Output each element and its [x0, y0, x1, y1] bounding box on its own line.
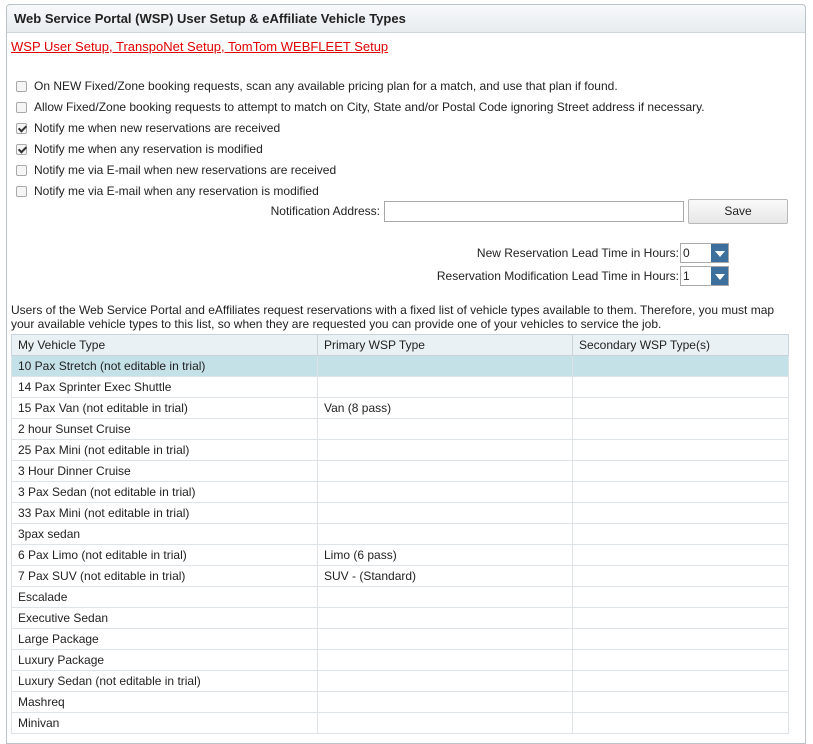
- option-notify-modified[interactable]: [16, 140, 263, 158]
- column-header-secondary-wsp-types[interactable]: Secondary WSP Type(s): [573, 335, 789, 356]
- new-lead-time-label: New Reservation Lead Time in Hours:: [476, 246, 679, 260]
- table-row[interactable]: [12, 650, 789, 671]
- cell-primary-wsp-type[interactable]: [318, 671, 573, 692]
- cell-secondary-wsp-type[interactable]: [573, 440, 789, 461]
- cell-primary-wsp-type[interactable]: [318, 482, 573, 503]
- checkbox[interactable]: [16, 186, 27, 197]
- cell-secondary-wsp-type[interactable]: [573, 566, 789, 587]
- cell-secondary-wsp-type[interactable]: [573, 398, 789, 419]
- selected-value: 1: [683, 269, 690, 283]
- cell-secondary-wsp-type[interactable]: [573, 524, 789, 545]
- cell-my-vehicle-type[interactable]: Luxury Package: [12, 650, 318, 671]
- option-label: Notify me when any reservation is modified: [34, 142, 263, 156]
- table-row[interactable]: [12, 419, 789, 440]
- cell-secondary-wsp-type[interactable]: [573, 650, 789, 671]
- cell-my-vehicle-type[interactable]: 3 Pax Sedan (not editable in trial): [12, 482, 318, 503]
- table-row[interactable]: [12, 629, 789, 650]
- cell-my-vehicle-type[interactable]: Escalade: [12, 587, 318, 608]
- table-row[interactable]: [12, 503, 789, 524]
- cell-secondary-wsp-type[interactable]: [573, 545, 789, 566]
- option-email-modified[interactable]: [16, 182, 319, 200]
- cell-primary-wsp-type[interactable]: [318, 419, 573, 440]
- table-row[interactable]: [12, 692, 789, 713]
- chevron-down-icon[interactable]: [711, 267, 728, 285]
- checkbox[interactable]: [16, 102, 27, 113]
- cell-my-vehicle-type[interactable]: Luxury Sedan (not editable in trial): [12, 671, 318, 692]
- table-row[interactable]: [12, 440, 789, 461]
- cell-secondary-wsp-type[interactable]: [573, 671, 789, 692]
- cell-secondary-wsp-type[interactable]: [573, 713, 789, 734]
- cell-secondary-wsp-type[interactable]: [573, 608, 789, 629]
- checkbox[interactable]: [16, 165, 27, 176]
- cell-my-vehicle-type[interactable]: 14 Pax Sprinter Exec Shuttle: [12, 377, 318, 398]
- table-row[interactable]: [12, 608, 789, 629]
- column-header-primary-wsp-type[interactable]: Primary WSP Type: [318, 335, 573, 356]
- cell-primary-wsp-type[interactable]: [318, 461, 573, 482]
- table-row[interactable]: [12, 356, 789, 377]
- table-row[interactable]: [12, 482, 789, 503]
- cell-secondary-wsp-type[interactable]: [573, 692, 789, 713]
- cell-secondary-wsp-type[interactable]: [573, 461, 789, 482]
- cell-primary-wsp-type[interactable]: [318, 503, 573, 524]
- mod-lead-time-select[interactable]: [680, 266, 729, 286]
- cell-my-vehicle-type[interactable]: 3 Hour Dinner Cruise: [12, 461, 318, 482]
- cell-primary-wsp-type[interactable]: [318, 608, 573, 629]
- selected-value: 0: [683, 246, 690, 260]
- cell-secondary-wsp-type[interactable]: [573, 587, 789, 608]
- column-header-my-vehicle-type[interactable]: My Vehicle Type: [12, 335, 318, 356]
- cell-primary-wsp-type[interactable]: [318, 650, 573, 671]
- option-email-new[interactable]: [16, 161, 336, 179]
- option-label: Allow Fixed/Zone booking requests to attempt to match on City, State and/or Postal Code ignoring Street address if necessary.: [34, 100, 705, 114]
- cell-my-vehicle-type[interactable]: 2 hour Sunset Cruise: [12, 419, 318, 440]
- cell-secondary-wsp-type[interactable]: [573, 377, 789, 398]
- vehicle-mapping-description: Users of the Web Service Portal and eAffiliates request reservations with a fixed list of vehicle types available to them. Therefore, you must map your available vehicle types to this list, so when they are requested you can provide one of your vehicles to service the job.: [11, 303, 775, 331]
- table-row[interactable]: [12, 566, 789, 587]
- cell-primary-wsp-type[interactable]: SUV - (Standard): [318, 566, 573, 587]
- cell-primary-wsp-type[interactable]: Limo (6 pass): [318, 545, 573, 566]
- vehicle-type-table: [11, 334, 789, 734]
- cell-secondary-wsp-type[interactable]: [573, 356, 789, 377]
- cell-secondary-wsp-type[interactable]: [573, 629, 789, 650]
- cell-my-vehicle-type[interactable]: 10 Pax Stretch (not editable in trial): [12, 356, 318, 377]
- table-row[interactable]: [12, 524, 789, 545]
- notification-address-input[interactable]: [384, 201, 684, 222]
- cell-my-vehicle-type[interactable]: 33 Pax Mini (not editable in trial): [12, 503, 318, 524]
- cell-primary-wsp-type[interactable]: Van (8 pass): [318, 398, 573, 419]
- cell-my-vehicle-type[interactable]: Mashreq: [12, 692, 318, 713]
- option-label: Notify me when new reservations are received: [34, 121, 281, 135]
- cell-my-vehicle-type[interactable]: 15 Pax Van (not editable in trial): [12, 398, 318, 419]
- table-row[interactable]: [12, 713, 789, 734]
- cell-my-vehicle-type[interactable]: 6 Pax Limo (not editable in trial): [12, 545, 318, 566]
- new-lead-time-select[interactable]: [680, 243, 729, 263]
- cell-my-vehicle-type[interactable]: Minivan: [12, 713, 318, 734]
- cell-primary-wsp-type[interactable]: [318, 587, 573, 608]
- cell-my-vehicle-type[interactable]: Large Package: [12, 629, 318, 650]
- panel-title: Web Service Portal (WSP) User Setup & eAffiliate Vehicle Types: [7, 5, 805, 33]
- table-row[interactable]: [12, 671, 789, 692]
- cell-my-vehicle-type[interactable]: Executive Sedan: [12, 608, 318, 629]
- cell-primary-wsp-type[interactable]: [318, 440, 573, 461]
- cell-my-vehicle-type[interactable]: 7 Pax SUV (not editable in trial): [12, 566, 318, 587]
- cell-secondary-wsp-type[interactable]: [573, 482, 789, 503]
- cell-primary-wsp-type[interactable]: [318, 356, 573, 377]
- setup-links[interactable]: WSP User Setup, TranspoNet Setup, TomTom WEBFLEET Setup: [11, 39, 389, 54]
- cell-my-vehicle-type[interactable]: 3pax sedan: [12, 524, 318, 545]
- cell-primary-wsp-type[interactable]: [318, 629, 573, 650]
- table-row[interactable]: [12, 587, 789, 608]
- cell-primary-wsp-type[interactable]: [318, 713, 573, 734]
- mod-lead-time-label: Reservation Modification Lead Time in Hours:: [436, 269, 679, 283]
- save-button[interactable]: Save: [688, 199, 788, 224]
- option-ignore-street[interactable]: [16, 98, 705, 116]
- cell-primary-wsp-type[interactable]: [318, 524, 573, 545]
- checkbox[interactable]: [16, 144, 27, 155]
- option-label: Notify me via E-mail when new reservations are received: [34, 163, 337, 177]
- table-row[interactable]: [12, 377, 789, 398]
- chevron-down-icon[interactable]: [711, 244, 728, 262]
- table-row[interactable]: [12, 545, 789, 566]
- cell-primary-wsp-type[interactable]: [318, 692, 573, 713]
- checkbox[interactable]: [16, 81, 27, 92]
- notification-address-label: Notification Address:: [270, 204, 380, 218]
- cell-primary-wsp-type[interactable]: [318, 377, 573, 398]
- option-label: On NEW Fixed/Zone booking requests, scan any available pricing plan for a match, and use that plan if found.: [34, 79, 618, 93]
- cell-secondary-wsp-type[interactable]: [573, 503, 789, 524]
- option-scan-pricing-plan[interactable]: [16, 77, 618, 95]
- table-row[interactable]: [12, 398, 789, 419]
- table-row[interactable]: [12, 461, 789, 482]
- cell-secondary-wsp-type[interactable]: [573, 419, 789, 440]
- option-notify-new[interactable]: [16, 119, 280, 137]
- cell-my-vehicle-type[interactable]: 25 Pax Mini (not editable in trial): [12, 440, 318, 461]
- option-label: Notify me via E-mail when any reservation is modified: [34, 184, 319, 198]
- checkbox[interactable]: [16, 123, 27, 134]
- table-header-row: [12, 335, 789, 356]
